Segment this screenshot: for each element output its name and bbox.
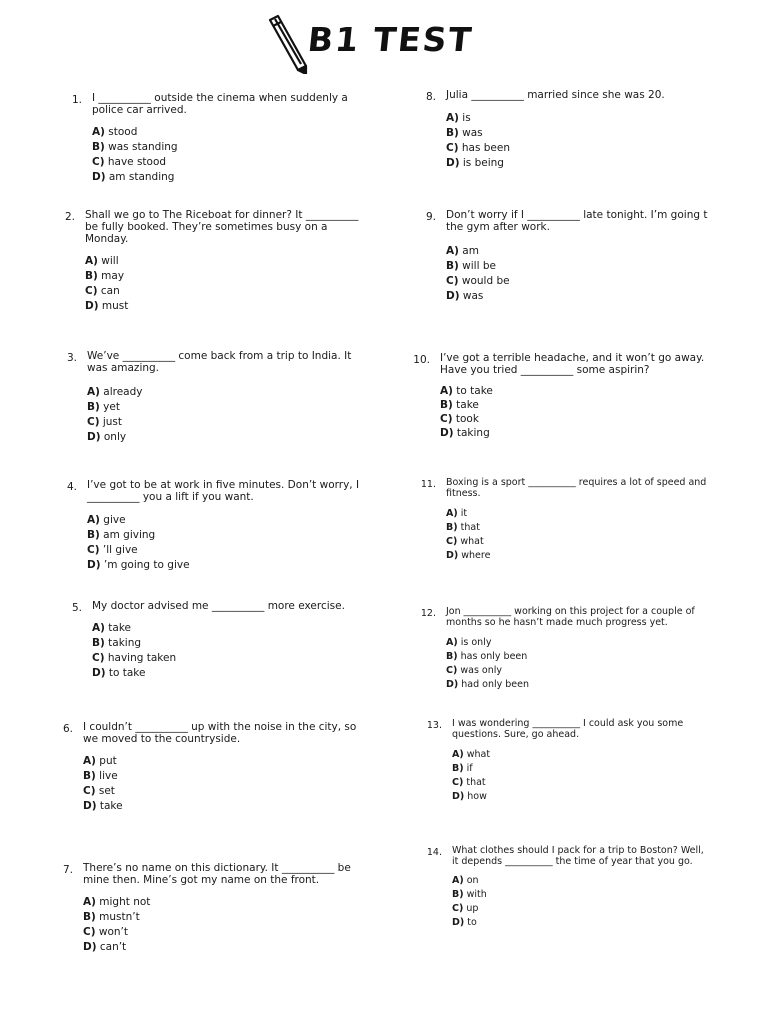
option-letter: A) <box>92 622 105 634</box>
option-text: on <box>466 875 479 886</box>
option-letter: B) <box>446 651 458 662</box>
option-letter: D) <box>85 300 99 312</box>
question-number: 10. <box>413 354 430 366</box>
option-letter: B) <box>83 770 96 782</box>
option-letter: D) <box>87 431 101 443</box>
question-number: 4. <box>66 481 77 493</box>
answer-option[interactable] <box>87 401 143 416</box>
option-text: ’ll give <box>102 544 138 556</box>
option-text: am giving <box>103 529 156 541</box>
option-letter: D) <box>446 290 460 302</box>
option-letter: A) <box>446 112 459 124</box>
answer-option[interactable] <box>83 755 123 770</box>
option-text: take <box>108 622 131 634</box>
option-text: take <box>456 399 479 411</box>
answer-option[interactable] <box>440 385 493 399</box>
option-text: to take <box>108 667 146 679</box>
answer-option[interactable] <box>440 399 493 413</box>
option-letter: C) <box>83 926 96 938</box>
answer-option[interactable] <box>83 896 150 911</box>
answer-option[interactable] <box>446 508 490 522</box>
answer-option[interactable] <box>85 285 128 300</box>
answer-option[interactable] <box>446 290 510 305</box>
option-letter: B) <box>83 911 96 923</box>
answer-option[interactable] <box>452 791 490 805</box>
answer-option[interactable] <box>452 875 487 889</box>
option-text: it <box>460 508 468 519</box>
question-stem: What clothes should I pack for a trip to Boston? Well, it depends __________ the time of year that you go. <box>452 845 704 867</box>
option-text: taking <box>108 637 142 649</box>
question-number: 14. <box>426 847 442 858</box>
option-text: must <box>101 300 129 312</box>
option-letter: A) <box>87 386 100 398</box>
answer-options <box>83 755 123 815</box>
answer-options <box>446 245 510 305</box>
question-stem: I __________ outside the cinema when suddenly a police car arrived. <box>92 92 348 116</box>
option-text: what <box>466 749 491 760</box>
option-text: had only been <box>461 679 530 690</box>
option-text: took <box>455 413 479 425</box>
option-letter: A) <box>440 385 453 397</box>
answer-options <box>87 514 190 574</box>
option-letter: D) <box>83 941 97 953</box>
question-stem: Julia __________ married since she was 20. <box>446 89 665 101</box>
option-letter: B) <box>446 127 459 139</box>
option-text: to <box>467 917 477 928</box>
option-letter: A) <box>85 255 98 267</box>
answer-option[interactable] <box>85 300 128 315</box>
answer-option[interactable] <box>92 141 178 156</box>
answer-options <box>446 637 529 693</box>
answer-option[interactable] <box>87 386 143 401</box>
option-text: only <box>103 431 127 443</box>
question-stem: Shall we go to The Riceboat for dinner? It __________ be fully booked. They’re sometimes busy on a Monday. <box>85 209 359 245</box>
answer-option[interactable] <box>92 637 176 652</box>
option-text: that <box>466 777 486 788</box>
option-text: will <box>101 255 119 267</box>
answer-option[interactable] <box>83 770 123 785</box>
option-letter: A) <box>83 755 96 767</box>
option-text: where <box>461 550 491 561</box>
option-letter: D) <box>446 679 459 690</box>
option-text: is only <box>460 637 492 648</box>
option-text: might not <box>99 896 151 908</box>
question-stem: I’ve got to be at work in five minutes. Don’t worry, I __________ you a lift if you want. <box>87 479 360 503</box>
option-letter: B) <box>87 401 100 413</box>
option-text: was <box>462 127 483 139</box>
option-text: already <box>103 386 143 398</box>
answer-option[interactable] <box>87 559 190 574</box>
question-number: 3. <box>66 352 77 364</box>
option-text: yet <box>103 401 120 413</box>
answer-option[interactable] <box>446 275 510 290</box>
answer-options <box>452 749 490 805</box>
option-text: won’t <box>98 926 128 938</box>
option-text: will be <box>462 260 496 272</box>
option-text: was standing <box>108 141 178 153</box>
option-letter: C) <box>446 536 458 547</box>
answer-option[interactable] <box>446 550 490 564</box>
option-text: up <box>466 903 479 914</box>
option-letter: A) <box>446 245 459 257</box>
question-number: 1. <box>71 94 82 106</box>
option-letter: B) <box>452 763 464 774</box>
option-text: give <box>103 514 126 526</box>
question-number: 8. <box>425 91 436 103</box>
question-stem: Don’t worry if I __________ late tonight. I’m going t the gym after work. <box>446 209 708 233</box>
question-number: 7. <box>62 864 73 876</box>
option-text: can <box>100 285 120 297</box>
option-text: am standing <box>108 171 175 183</box>
option-text: have stood <box>107 156 167 168</box>
answer-option[interactable] <box>83 785 123 800</box>
option-text: live <box>99 770 118 782</box>
answer-option[interactable] <box>446 665 529 679</box>
option-text: would be <box>461 275 510 287</box>
option-letter: B) <box>85 270 98 282</box>
answer-option[interactable] <box>92 156 178 171</box>
option-text: put <box>99 755 117 767</box>
option-letter: D) <box>87 559 101 571</box>
option-text: taking <box>456 427 490 439</box>
option-text: was <box>462 290 484 302</box>
question-number: 6. <box>62 723 73 735</box>
option-text: what <box>460 536 484 547</box>
option-text: has only been <box>460 651 528 662</box>
option-text: having taken <box>107 652 177 664</box>
answer-option[interactable] <box>92 126 178 141</box>
option-letter: C) <box>446 142 459 154</box>
option-letter: C) <box>446 665 458 676</box>
option-letter: A) <box>446 508 458 519</box>
option-letter: D) <box>446 157 460 169</box>
question-stem: Jon __________ working on this project for a couple of months so he hasn’t made much progress yet. <box>446 606 695 628</box>
option-text: set <box>98 785 115 797</box>
answer-option[interactable] <box>452 777 490 791</box>
option-text: if <box>466 763 473 774</box>
question-number: 13. <box>426 720 442 731</box>
option-letter: C) <box>85 285 98 297</box>
answer-option[interactable] <box>92 171 178 186</box>
answer-option[interactable] <box>92 652 176 667</box>
option-letter: C) <box>452 903 464 914</box>
option-letter: D) <box>446 550 459 561</box>
question-number: 9. <box>425 211 436 223</box>
question-stem: I couldn’t __________ up with the noise in the city, so we moved to the countryside. <box>83 721 357 745</box>
answer-option[interactable] <box>83 911 150 926</box>
option-letter: A) <box>446 637 458 648</box>
question-stem: We’ve __________ come back from a trip to India. It was amazing. <box>87 350 352 374</box>
page-title: B1 TEST <box>305 20 475 59</box>
option-text: may <box>101 270 125 282</box>
answer-option[interactable] <box>83 926 150 941</box>
option-text: just <box>102 416 123 428</box>
option-letter: C) <box>92 156 105 168</box>
option-letter: B) <box>92 637 105 649</box>
answer-options <box>92 126 178 186</box>
question-stem: My doctor advised me __________ more exercise. <box>92 600 345 612</box>
option-text: is being <box>462 157 504 169</box>
option-text: can’t <box>99 941 127 953</box>
option-text: am <box>462 245 479 257</box>
answer-option[interactable] <box>452 749 490 763</box>
answer-option[interactable] <box>83 800 123 815</box>
question-number: 5. <box>71 602 82 614</box>
option-letter: C) <box>452 777 464 788</box>
option-text: to take <box>456 385 493 397</box>
option-text: take <box>99 800 123 812</box>
option-letter: A) <box>83 896 96 908</box>
answer-options <box>83 896 150 956</box>
answer-options <box>87 386 143 446</box>
answer-option[interactable] <box>446 245 510 260</box>
option-text: how <box>467 791 487 802</box>
answer-options <box>446 112 510 172</box>
answer-option[interactable] <box>87 544 190 559</box>
answer-options <box>85 255 128 315</box>
option-letter: D) <box>92 667 106 679</box>
answer-options <box>92 622 176 682</box>
answer-option[interactable] <box>87 529 190 544</box>
option-letter: A) <box>87 514 100 526</box>
option-text: that <box>460 522 480 533</box>
option-letter: C) <box>92 652 105 664</box>
option-letter: D) <box>452 917 465 928</box>
answer-option[interactable] <box>452 903 487 917</box>
question-number: 11. <box>420 479 436 490</box>
answer-option[interactable] <box>440 427 493 441</box>
answer-option[interactable] <box>452 889 487 903</box>
question-number: 2. <box>64 211 75 223</box>
option-letter: B) <box>87 529 100 541</box>
option-letter: B) <box>452 889 464 900</box>
option-letter: D) <box>452 791 465 802</box>
answer-option[interactable] <box>87 431 143 446</box>
question-number: 12. <box>420 608 436 619</box>
option-text: with <box>466 889 487 900</box>
answer-options <box>446 508 490 564</box>
answer-options <box>440 385 493 441</box>
answer-option[interactable] <box>85 255 128 270</box>
option-letter: B) <box>440 399 453 411</box>
answer-option[interactable] <box>446 651 529 665</box>
option-letter: D) <box>83 800 97 812</box>
answer-option[interactable] <box>92 622 176 637</box>
option-text: stood <box>108 126 138 138</box>
answer-option[interactable] <box>440 413 493 427</box>
answer-option[interactable] <box>446 637 529 651</box>
option-text: mustn’t <box>99 911 140 923</box>
option-letter: C) <box>440 413 453 425</box>
option-letter: A) <box>92 126 105 138</box>
answer-options <box>452 875 487 931</box>
answer-option[interactable] <box>85 270 128 285</box>
answer-option[interactable] <box>83 941 150 956</box>
answer-option[interactable] <box>87 514 190 529</box>
option-letter: A) <box>452 875 464 886</box>
question-stem: I’ve got a terrible headache, and it won’t go away. Have you tried __________ some aspirin? <box>440 352 705 376</box>
option-text: ’m going to give <box>103 559 190 571</box>
option-letter: B) <box>92 141 105 153</box>
page-header <box>262 12 482 74</box>
question-stem: Boxing is a sport __________ requires a lot of speed and fitness. <box>446 477 707 499</box>
option-letter: A) <box>452 749 464 760</box>
option-letter: B) <box>446 260 459 272</box>
answer-option[interactable] <box>446 127 510 142</box>
answer-option[interactable] <box>446 112 510 127</box>
option-letter: B) <box>446 522 458 533</box>
answer-option[interactable] <box>446 536 490 550</box>
question-stem: I was wondering __________ I could ask you some questions. Sure, go ahead. <box>452 718 684 740</box>
answer-option[interactable] <box>92 667 176 682</box>
option-text: is <box>462 112 471 124</box>
option-letter: C) <box>87 416 100 428</box>
option-text: was only <box>460 665 503 676</box>
answer-option[interactable] <box>446 522 490 536</box>
answer-option[interactable] <box>452 763 490 777</box>
option-letter: C) <box>446 275 459 287</box>
question-stem: There’s no name on this dictionary. It __________ be mine then. Mine’s got my name on the front. <box>83 862 351 886</box>
pencil-icon <box>262 14 312 74</box>
option-letter: C) <box>87 544 100 556</box>
answer-option[interactable] <box>446 142 510 157</box>
answer-option[interactable] <box>452 917 487 931</box>
option-letter: D) <box>92 171 106 183</box>
option-text: has been <box>461 142 510 154</box>
option-letter: C) <box>83 785 96 797</box>
option-letter: D) <box>440 427 454 439</box>
answer-option[interactable] <box>446 679 529 693</box>
answer-option[interactable] <box>87 416 143 431</box>
answer-option[interactable] <box>446 157 510 172</box>
answer-option[interactable] <box>446 260 510 275</box>
